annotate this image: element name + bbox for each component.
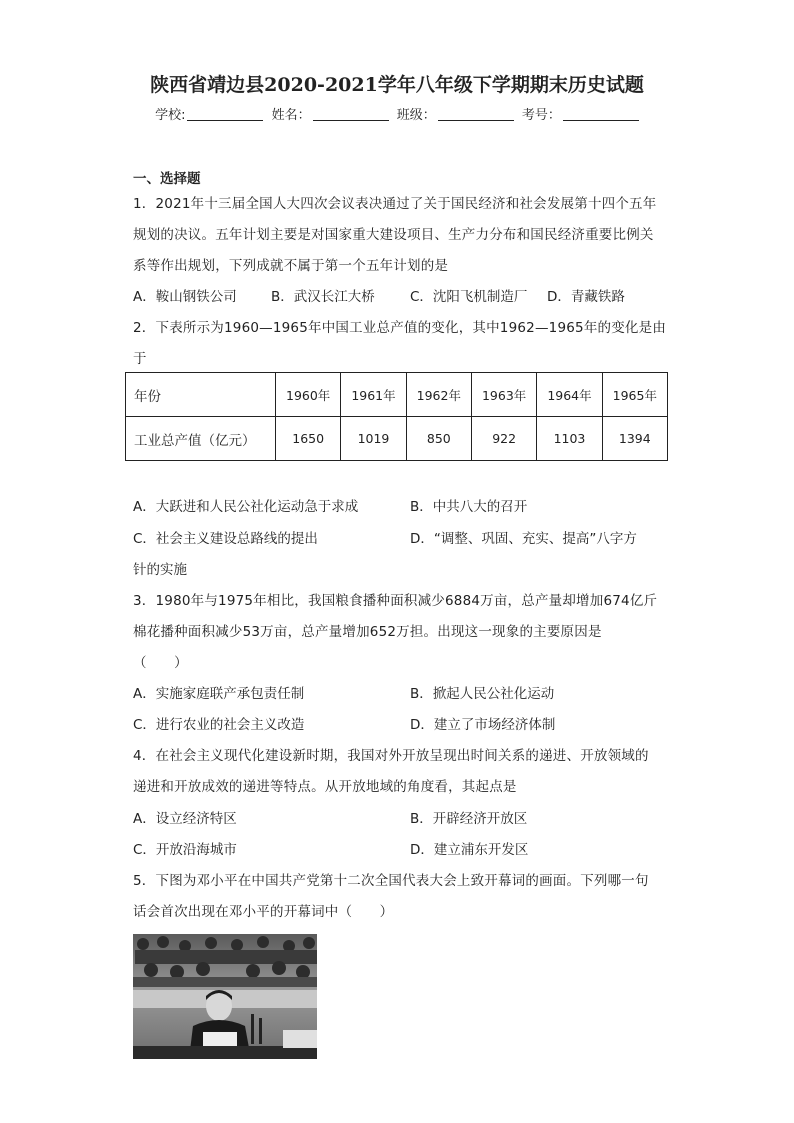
q1-line: 规划的决议。五年计划主要是对国家重大建设项目、生产力分布和国民经济重要比例关: [133, 227, 654, 243]
q3-option-b[interactable]: B．掀起人民公社化运动: [410, 686, 555, 702]
q1-line: 1．2021年十三届全国人大四次会议表决通过了关于国民经济和社会发展第十四个五年: [133, 196, 657, 212]
q2-line: 2．下表所示为1960—1965年中国工业总产值的变化，其中1962—1965年的变化是由: [133, 320, 667, 336]
table-header-cell: 工业总产值（亿元）: [126, 417, 276, 461]
q3-line: 3．1980年与1975年相比，我国粮食播种面积减少6884万亩，总产量却增加674亿斤: [133, 593, 658, 609]
q2-option-a[interactable]: A．大跃进和人民公社化运动急于求成: [133, 499, 359, 515]
q4-option-b[interactable]: B．开辟经济开放区: [410, 811, 528, 827]
table-row: [126, 373, 668, 417]
q2-option-c[interactable]: C．社会主义建设总路线的提出: [133, 531, 318, 547]
name-label: 姓名：: [271, 108, 311, 123]
table-cell: 1963年: [471, 373, 536, 417]
q1-option-b[interactable]: B．武汉长江大桥: [271, 289, 375, 305]
table-cell: 1394: [602, 417, 667, 461]
table-cell: 1019: [341, 417, 406, 461]
q3-line: 棉花播种面积减少53万亩，总产量增加652万担。出现这一现象的主要原因是: [133, 624, 602, 640]
q3-option-a[interactable]: A．实施家庭联产承包责任制: [133, 686, 305, 702]
deng-xiaoping-photo: [133, 934, 317, 1059]
q1-option-a[interactable]: A．鞍山钢铁公司: [133, 289, 237, 305]
class-blank[interactable]: [438, 120, 514, 121]
q4-option-c[interactable]: C．开放沿海城市: [133, 842, 237, 858]
q3-line: （ ）: [133, 655, 188, 671]
table-cell: 922: [471, 417, 536, 461]
exam-title: 陕西省靖边县2020-2021学年八年级下学期期末历史试题: [150, 74, 644, 96]
photo-illustration: [133, 934, 317, 1059]
table-cell: 1965年: [602, 373, 667, 417]
q1-option-d[interactable]: D．青藏铁路: [547, 289, 625, 305]
school-label: 学校:: [155, 108, 186, 123]
q2-option-d-continued: 针的实施: [133, 562, 187, 578]
table-cell: 850: [406, 417, 471, 461]
q5-line: 话会首次出现在邓小平的开幕词中（ ）: [133, 904, 394, 920]
q1-option-c[interactable]: C．沈阳飞机制造厂: [410, 289, 528, 305]
table-cell: 1103: [537, 417, 602, 461]
student-info-line: [0, 104, 794, 123]
class-label: 班级：: [396, 108, 436, 123]
table-cell: 1650: [276, 417, 341, 461]
table-header-cell: 年份: [126, 373, 276, 417]
q2-line: 于: [133, 351, 147, 367]
name-blank[interactable]: [313, 120, 389, 121]
q4-option-a[interactable]: A．设立经济特区: [133, 811, 237, 827]
q3-option-c[interactable]: C．进行农业的社会主义改造: [133, 717, 305, 733]
q4-line: 递进和开放成效的递进等特点。从开放地域的角度看，其起点是: [133, 779, 517, 795]
table-cell: 1962年: [406, 373, 471, 417]
section-heading: 一、选择题: [133, 171, 201, 187]
q4-line: 4．在社会主义现代化建设新时期，我国对外开放呈现出时间关系的递进、开放领域的: [133, 748, 649, 764]
q5-line: 5．下图为邓小平在中国共产党第十二次全国代表大会上致开幕词的画面。下列哪一句: [133, 873, 649, 889]
q2-option-d[interactable]: D．“调整、巩固、充实、提高”八字方: [410, 531, 637, 547]
exam-number-blank[interactable]: [563, 120, 639, 121]
q3-option-d[interactable]: D．建立了市场经济体制: [410, 717, 556, 733]
q4-option-d[interactable]: D．建立浦东开发区: [410, 842, 529, 858]
table-cell: 1961年: [341, 373, 406, 417]
table-cell: 1964年: [537, 373, 602, 417]
q1-line: 系等作出规划，下列成就不属于第一个五年计划的是: [133, 258, 449, 274]
table-cell: 1960年: [276, 373, 341, 417]
exam-number-label: 考号：: [521, 108, 561, 123]
q2-option-b[interactable]: B．中共八大的召开: [410, 499, 528, 515]
table-row: [126, 417, 668, 461]
industrial-output-table: [125, 372, 668, 461]
school-blank[interactable]: [187, 120, 263, 121]
